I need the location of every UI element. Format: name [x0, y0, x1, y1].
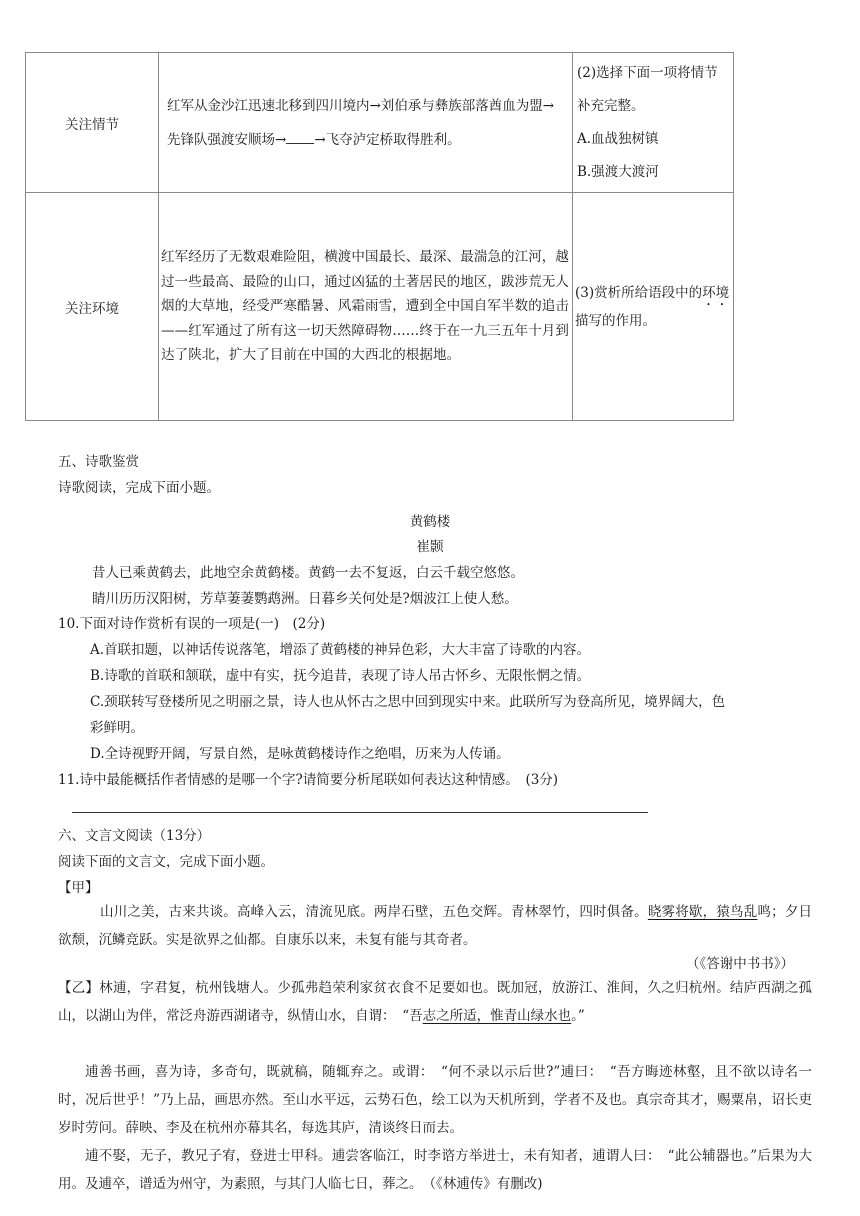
row-header-plot: 关注情节	[26, 53, 159, 193]
option-b: B.强渡大渡河	[577, 163, 659, 180]
section-5-heading: 五、诗歌鉴赏	[58, 454, 139, 470]
passage-yi-p3: 逋不娶，无子，教兄子宥，登进士甲科。逋尝客临江，时李谘方举进士，未有知者，逋谓人曰： “此公辅器也。”后果为大用。及逋卒，谱适为州守，为素照，与其门人临七日，葬之。 （《林逋传》有删改)	[58, 1148, 812, 1192]
emphasis-environment: 环境	[702, 284, 730, 301]
passage-jia: 山川之美，古来共谈。高峰入云，清流见底。两岸石壁，五色交辉。青林翠竹，四时俱备。晓雾将歇，猿鸟乱鸣；夕日欲颓，沉鳞竞跃。实是欲界之仙都。自康乐以来，未复有能与其奇者。	[58, 904, 813, 948]
passage-yi-p2: 逋善书画，喜为诗，多奇句，既就稿，随辄弃之。或谓： “何不录以示后世?”逋曰： “吾方晦迹林壑，且不欲以诗名一时，况后世乎！”乃上品，画思亦然。至山水平远，云势石色，绘工以为天机所到，学者不及也。真宗奇其才，赐粟帛，诏长吏岁时劳问。薛映、李及在杭州亦幕其名，每选其庐，清谈终日而去。	[58, 1064, 812, 1136]
question-11: 11.诗中最能概括作者情感的是哪一个字?请简要分析尾联如何表达这种情感。 (3分)	[58, 772, 559, 788]
question-10-option-c: C.颈联转写登楼所见之明丽之景，诗人也从怀古之思中回到现实中来。此联所写为登高所见，境界阔大，色	[90, 694, 726, 710]
passage-yi-p1: 【乙】林逋，字君复，杭州钱塘人。少孤弗趋荣利家贫衣食不足要如也。既加冠，放游江、淮间，久之归杭州。结庐西湖之孤山，以湖山为伴，常泛舟游西湖诸寺，纵情山水，自谓： “吾志之所适，惟青山绿水也。”	[58, 980, 813, 1024]
table-row-plot	[26, 53, 734, 193]
table-row-environment	[26, 193, 734, 421]
question-3-text: (3)赏析所给语段中的环境描写的作用。	[575, 284, 730, 329]
question-10-option-d: D.全诗视野开阔，写景自然，是咏黄鹤楼诗作之绝唱，历来为人传诵。	[90, 746, 510, 762]
plot-text-b: →飞夺泸定桥取得胜利。	[314, 131, 461, 148]
poem-title: 黄鹤楼	[409, 514, 451, 530]
environment-passage: 红军经历了无数艰难险阻，横渡中国最长、最深、最湍急的江河，越过一些最高、最险的山口，通过凶猛的土著居民的地区，跋涉荒无人烟的大草地，经受严寒酷暑、风霜雨雪，遭到全中国自军半数的追击——红军通过了所有这一切天然障碍物……终于在一九三五年十月到达了陕北，扩大了目前在中国的大西北的根据地。	[161, 249, 569, 364]
passage-jia-label: 【甲】	[58, 880, 99, 896]
reading-guide-table	[25, 52, 734, 421]
underlined-sentence-yi: 志之所适，惟青山绿水也	[422, 1008, 572, 1024]
section-6-instruction: 阅读下面的文言文，完成下面小题。	[58, 854, 274, 870]
question-10-option-b: B.诗歌的首联和颔联，虚中有实，抚今追昔，表现了诗人吊古怀乡、无限怅惘之情。	[90, 668, 591, 684]
passage-jia-source: （《答谢中书书》）	[686, 956, 794, 972]
passage-yi-label: 【乙】	[58, 980, 100, 996]
question-2-text: (2)选择下面一项将情节补充完整。	[577, 64, 718, 114]
question-10-option-a: A.首联扣题，以神话传说落笔，增添了黄鹤楼的神异色彩，大大丰富了诗歌的内容。	[90, 642, 591, 658]
question-10-option-c-cont: 彩鲜明。	[90, 720, 144, 736]
plot-text-a: 红军从金沙江迅速北移到四川境内→刘伯承与彝族部落酋血为盟→先锋队强渡安顺场→	[167, 97, 555, 148]
poem-line-2: 睛川历历汉阳树，芳草萋萋鹦鹉洲。日暮乡关何处是?烟波江上使人愁。	[92, 591, 518, 607]
question-10: 10.下面对诗作赏析有误的一项是(一) (2分)	[58, 616, 326, 632]
plot-sequence-cell	[159, 53, 573, 193]
poem-author: 崔颢	[416, 539, 444, 555]
row-header-environment: 关注环境	[26, 193, 159, 421]
section-5-instruction: 诗歌阅读，完成下面小题。	[58, 480, 220, 496]
environment-passage-cell	[159, 193, 573, 421]
question-2-cell	[573, 53, 734, 193]
answer-blank	[286, 129, 314, 144]
section-6-heading: 六、文言文阅读（13分）	[58, 828, 211, 844]
question-3-cell	[573, 193, 734, 421]
poem-line-1: 昔人已乘黄鹤去，此地空余黄鹤楼。黄鹤一去不复返，白云千载空悠悠。	[92, 565, 524, 581]
answer-line	[72, 812, 648, 813]
underlined-sentence-jia: 晓雾将歇，猿鸟乱	[647, 904, 758, 920]
option-a: A.血战独树镇	[577, 130, 659, 147]
